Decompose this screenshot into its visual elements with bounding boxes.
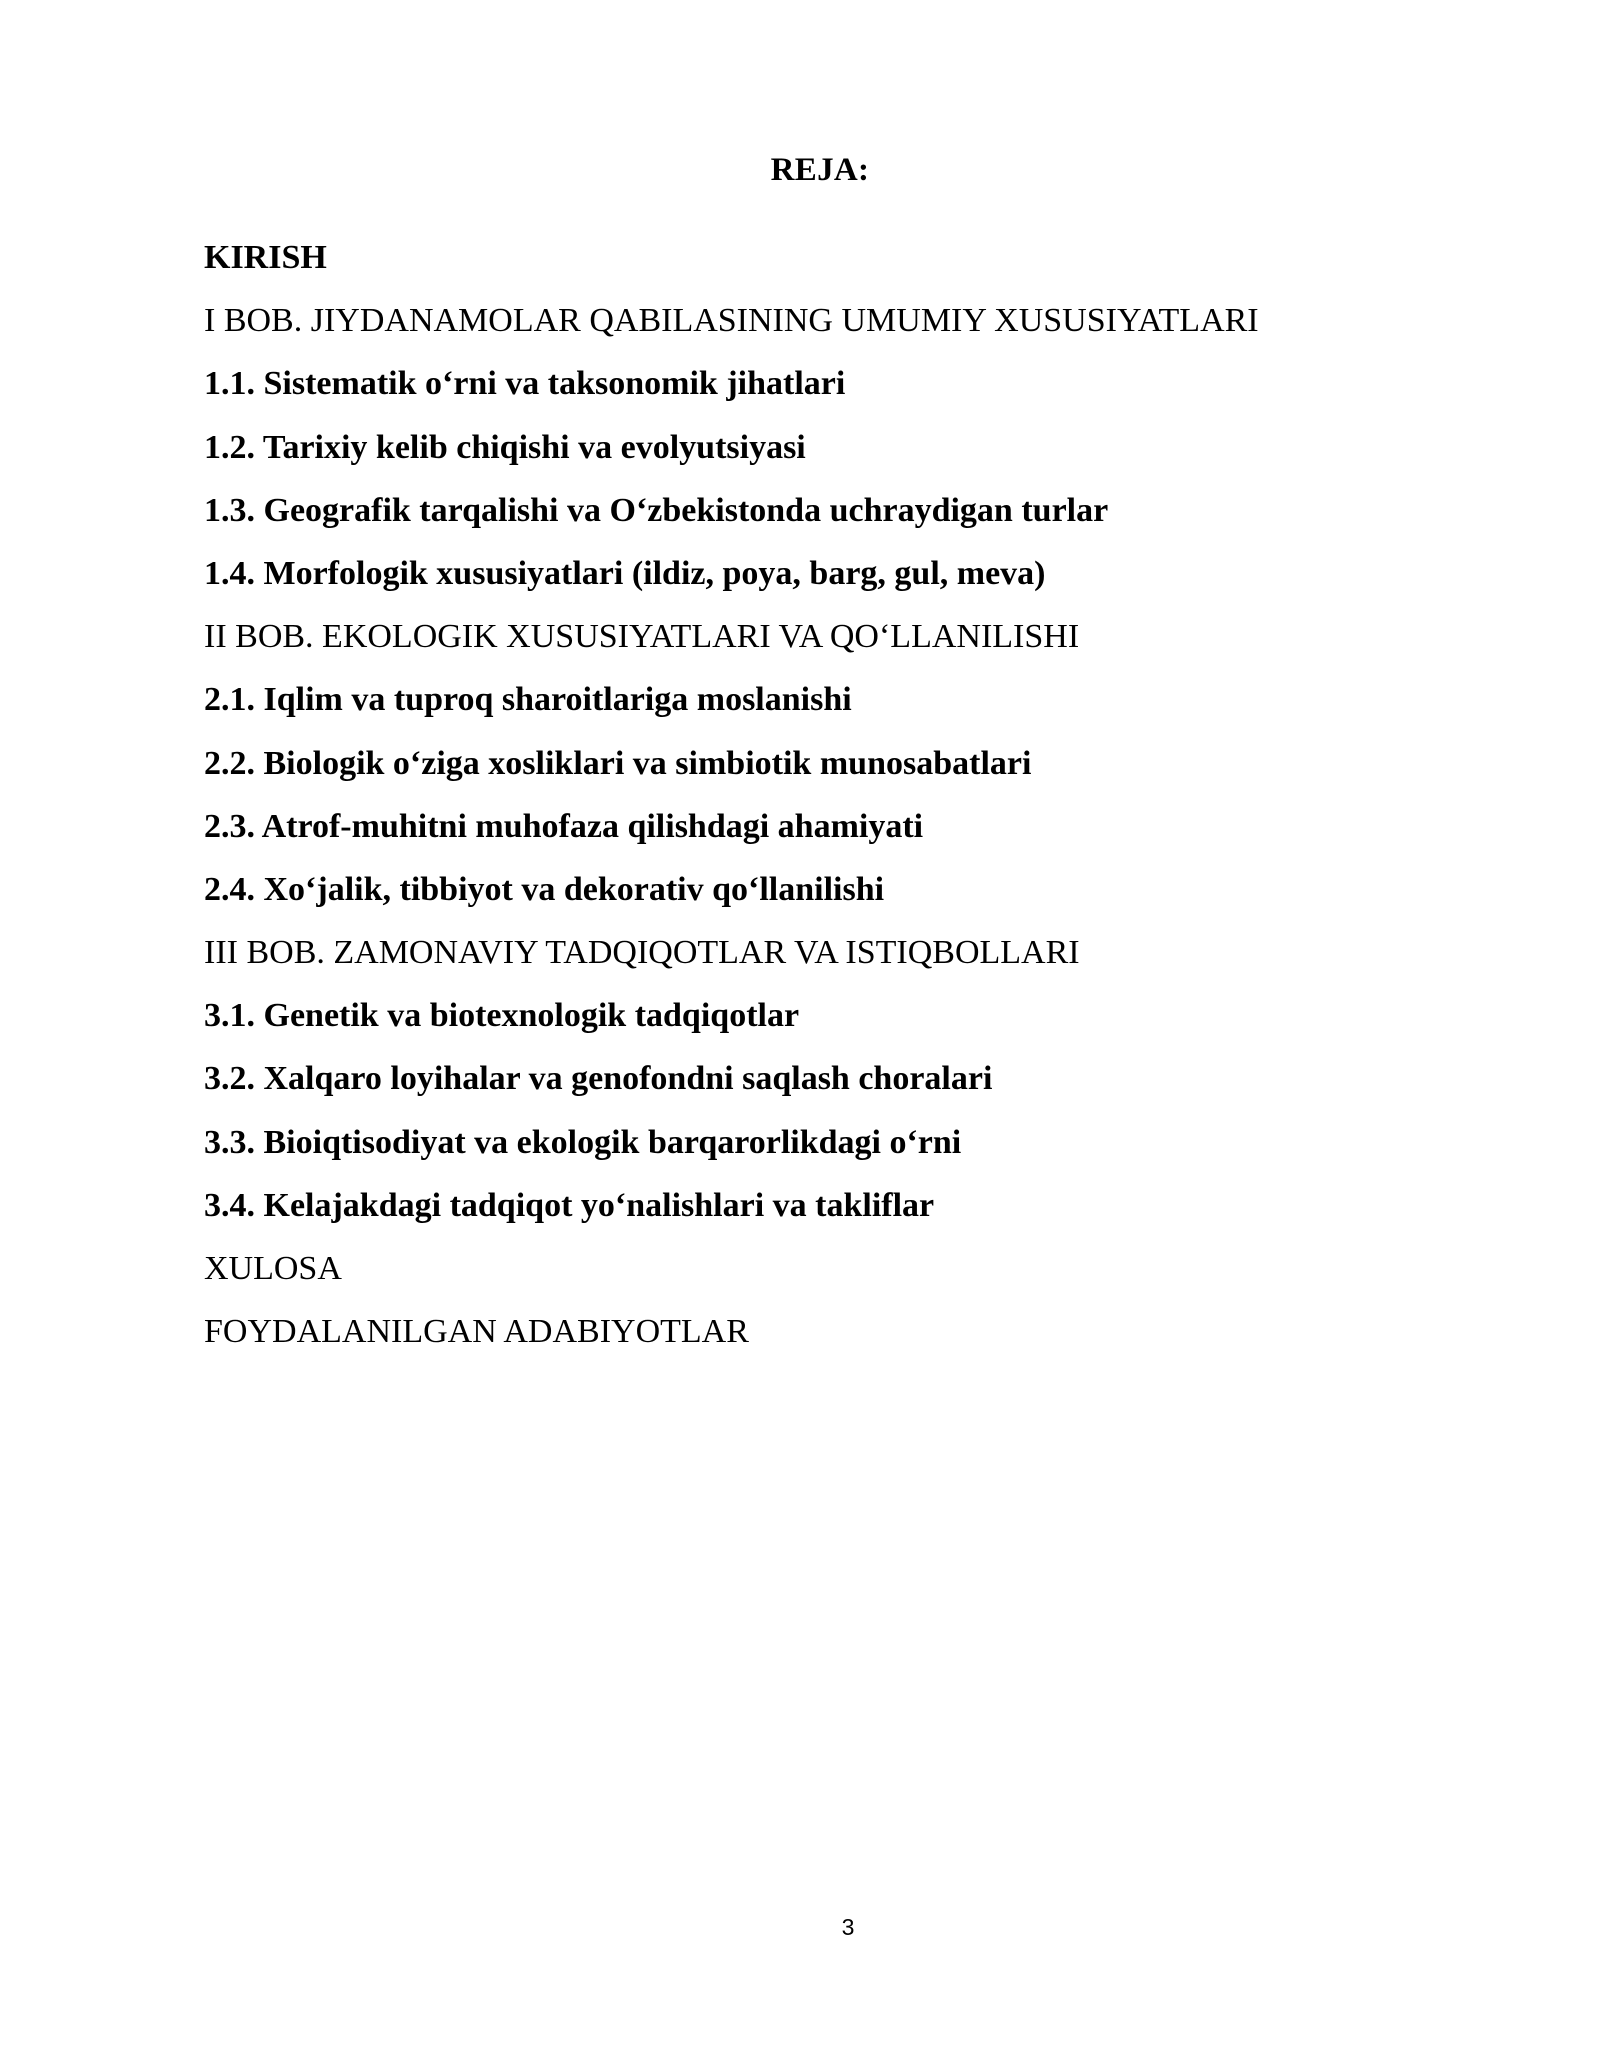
toc-section-1-4: 1.4. Morfologik xususiyatlari (ildiz, poya, barg, gul, meva) xyxy=(204,554,1046,592)
toc-section-1-3: 1.3. Geografik tarqalishi va O‘zbekistonda uchraydigan turlar xyxy=(204,491,1109,529)
toc-section-2-1: 2.1. Iqlim va tuproq sharoitlariga moslanishi xyxy=(204,681,852,719)
toc-section-2-4: 2.4. Xo‘jalik, tibbiyot va dekorativ qo‘llanilishi xyxy=(204,870,885,908)
page-title: REJA: xyxy=(770,152,870,188)
toc-section-1-2: 1.2. Tarixiy kelib chiqishi va evolyutsiyasi xyxy=(204,428,806,466)
toc-chapter-2: II BOB. EKOLOGIK XUSUSIYATLARI VA QO‘LLANILISHI xyxy=(204,618,1080,656)
page-number: 3 xyxy=(841,1914,855,1940)
toc-entry-introduction: KIRISH xyxy=(204,239,327,276)
toc-section-3-1: 3.1. Genetik va biotexnologik tadqiqotlar xyxy=(204,997,800,1035)
toc-entry-conclusion: XULOSA xyxy=(204,1250,342,1287)
toc-chapter-3: III BOB. ZAMONAVIY TADQIQOTLAR VA ISTIQBOLLARI xyxy=(204,934,1080,972)
toc-entry-references: FOYDALANILGAN ADABIYOTLAR xyxy=(204,1313,749,1351)
toc-section-3-2: 3.2. Xalqaro loyihalar va genofondni saqlash choralari xyxy=(204,1060,993,1098)
toc-section-3-3: 3.3. Bioiqtisodiyat va ekologik barqarorlikdagi o‘rni xyxy=(204,1123,962,1161)
toc-section-3-4: 3.4. Kelajakdagi tadqiqot yo‘nalishlari va takliflar xyxy=(204,1186,935,1224)
toc-section-2-2: 2.2. Biologik o‘ziga xosliklari va simbiotik munosabatlari xyxy=(204,744,1032,782)
table-of-contents xyxy=(204,236,1404,1373)
toc-chapter-1: I BOB. JIYDANAMOLAR QABILASINING UMUMIY XUSUSIYATLARI xyxy=(204,302,1259,340)
toc-section-2-3: 2.3. Atrof-muhitni muhofaza qilishdagi ahamiyati xyxy=(204,807,924,845)
toc-section-1-1: 1.1. Sistematik o‘rni va taksonomik jihatlari xyxy=(204,365,846,403)
